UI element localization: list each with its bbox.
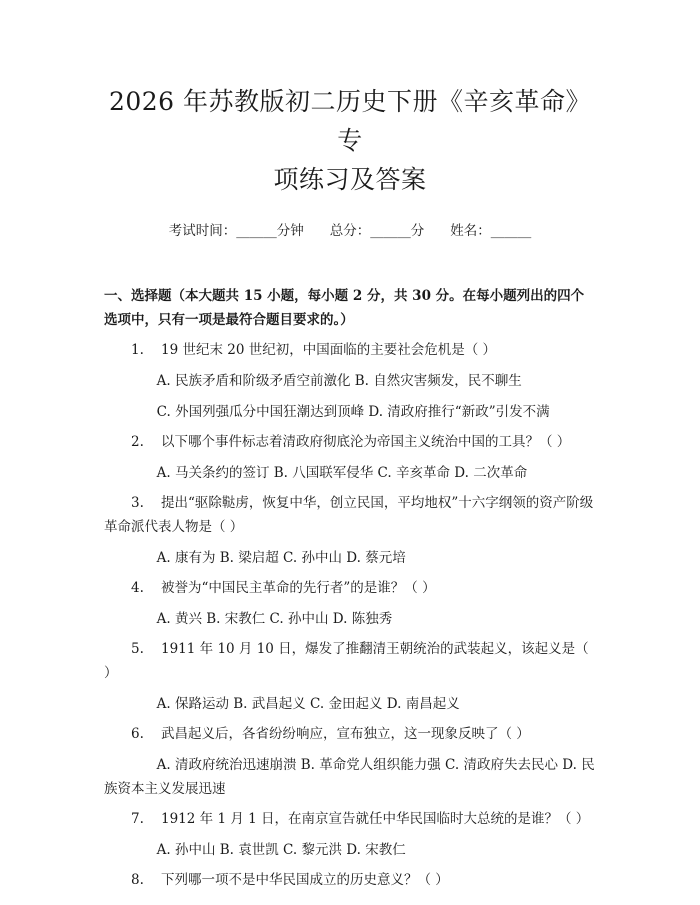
question-1-options: C. 外国列强瓜分中国狂潮达到顶峰 D. 清政府推行“新政”引发不满: [156, 404, 550, 420]
question-stem: 武昌起义后，各省纷纷响应，宣布独立，这一现象反映了（ ）: [161, 726, 530, 742]
question-number: 7.: [131, 811, 144, 827]
question-number: 2.: [131, 434, 144, 450]
question-1: [104, 338, 596, 362]
question-number: 4.: [131, 580, 144, 596]
question-number: 6.: [131, 726, 144, 742]
question-3: [104, 491, 596, 539]
question-5-options: A. 保路运动 B. 武昌起义 C. 金田起义 D. 南昌起义: [156, 696, 460, 712]
title-line-2: 项练习及答案: [273, 165, 427, 194]
question-stem: 1912 年 1 月 1 日，在南京宣告就任中华民国临时大总统的是谁？（ ）: [161, 811, 590, 827]
question-stem: 下列哪一项不是中华民国成立的历史意义？（ ）: [161, 872, 449, 888]
question-1-options: A. 民族矛盾和阶级矛盾空前激化 B. 自然灾害频发，民不聊生: [156, 373, 522, 389]
question-3-options: A. 康有为 B. 梁启超 C. 孙中山 D. 蔡元培: [156, 550, 406, 566]
question-number: 8.: [131, 872, 144, 888]
question-5: [104, 637, 596, 685]
question-number: 3.: [131, 495, 144, 511]
question-stem: 19 世纪末 20 世纪初，中国面临的主要社会危机是（ ）: [161, 342, 497, 358]
question-number: 5.: [131, 641, 144, 657]
question-2: [104, 430, 596, 454]
exam-time: 考试时间：______分钟: [168, 223, 304, 239]
question-stem: 提出“驱除鞑虏，恢复中华，创立民国，平均地权”十六字纲领的资产阶级革命派代表人物是（ ）: [104, 495, 594, 535]
question-list: [104, 338, 596, 892]
question-7-options: A. 孙中山 B. 袁世凯 C. 黎元洪 D. 宋教仁: [156, 842, 406, 858]
title-line-1: 2026 年苏教版初二历史下册《辛亥革命》专: [108, 87, 592, 155]
question-8: [104, 868, 596, 892]
section-heading: 一、选择题（本大题共 15 小题，每小题 2 分，共 30 分。在每小题列出的四个选项中，只有一项是最符合题目要求的。）: [104, 288, 585, 328]
question-stem: 被誉为“中国民主革命的先行者”的是谁？（ ）: [161, 580, 436, 596]
total-score: 总分：______分: [329, 223, 425, 239]
question-6: [104, 722, 596, 746]
question-6-options: A. 清政府统治迅速崩溃 B. 革命党人组织能力强 C. 清政府失去民心 D. 民族资本主义发展迅速: [104, 757, 595, 797]
question-stem: 1911 年 10 月 10 日，爆发了推翻清王朝统治的武装起义，该起义是（ ）: [104, 641, 589, 681]
question-2-options: A. 马关条约的签订 B. 八国联军侵华 C. 辛亥革命 D. 二次革命: [156, 465, 528, 481]
student-name: 姓名：______: [450, 223, 532, 239]
question-4: [104, 576, 596, 600]
question-number: 1.: [131, 342, 144, 358]
question-stem: 以下哪个事件标志着清政府彻底沦为帝国主义统治中国的工具？（ ）: [161, 434, 571, 450]
document-title: [104, 0, 596, 199]
exam-meta: [104, 222, 596, 240]
question-4-options: A. 黄兴 B. 宋教仁 C. 孙中山 D. 陈独秀: [156, 611, 393, 627]
question-7: [104, 807, 596, 831]
